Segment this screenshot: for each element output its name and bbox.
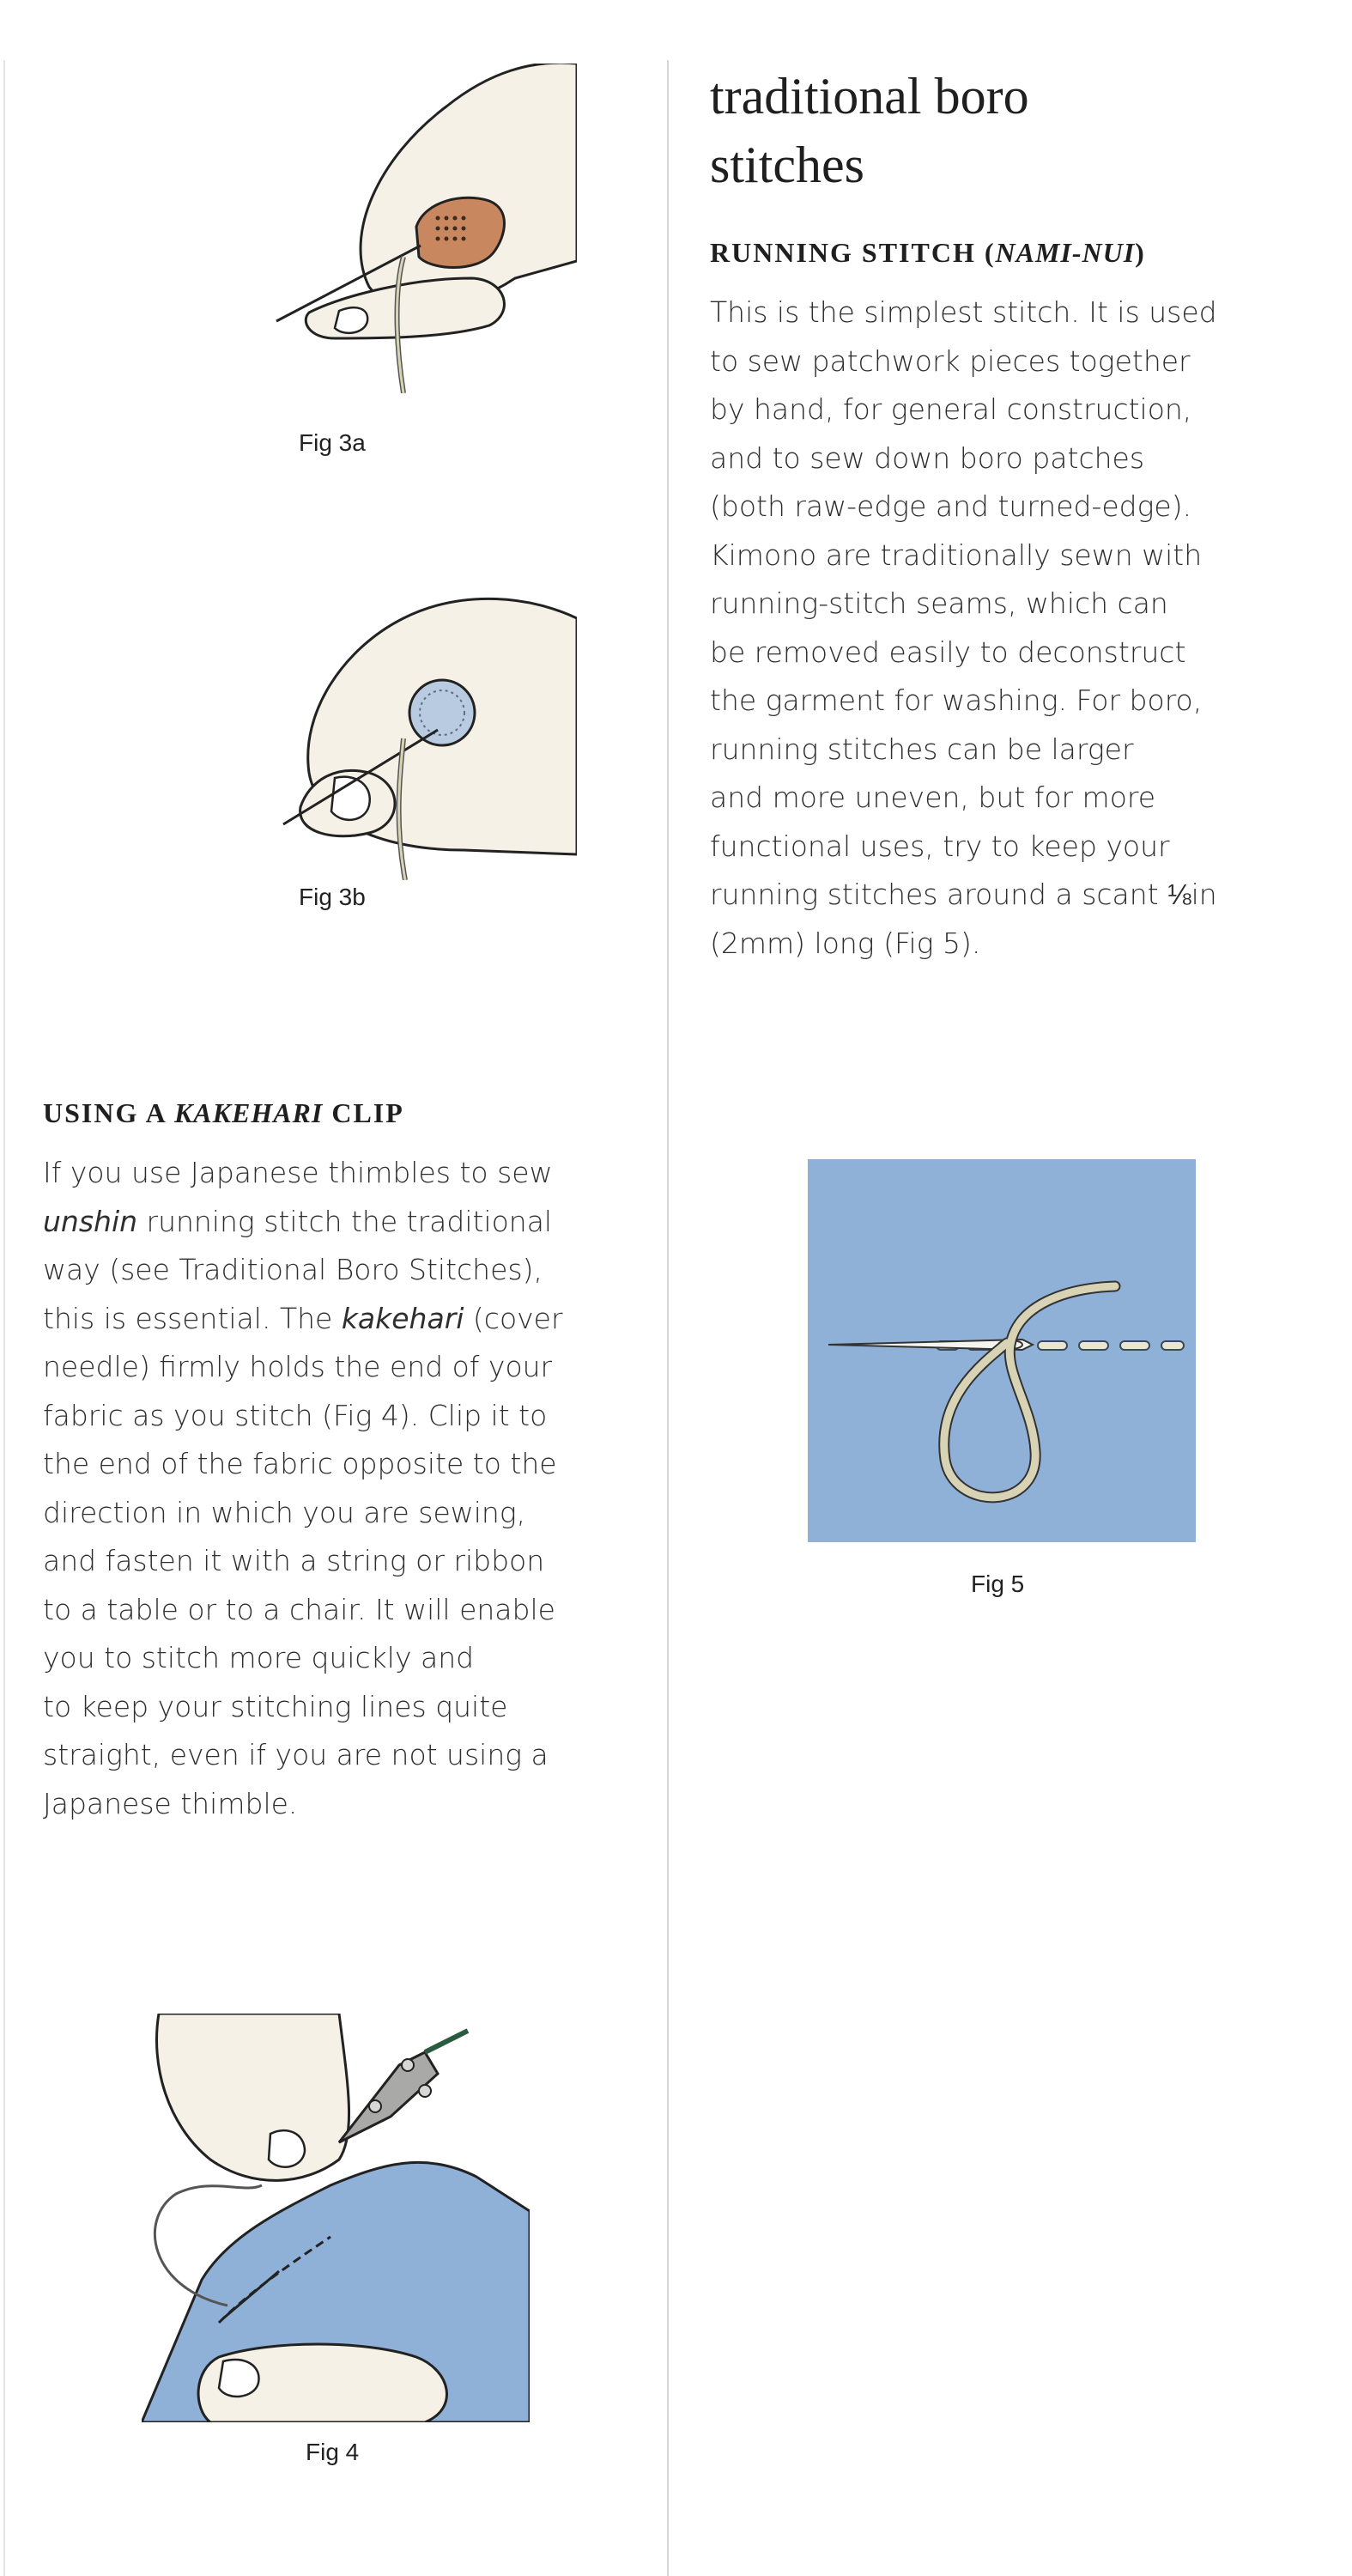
running-stitch-body bbox=[710, 289, 1217, 968]
kakehari-body bbox=[43, 1149, 563, 1828]
body-line: the end of the fabric opposite to the bbox=[43, 1447, 557, 1480]
body-line: functional uses, try to keep your bbox=[710, 829, 1170, 863]
body-line: straight, even if you are not using a bbox=[43, 1738, 549, 1771]
hand-shape bbox=[361, 64, 577, 308]
body-line: by hand, for general construction, bbox=[710, 392, 1192, 426]
running-stitch-subhead: RUNNING STITCH (NAMI-NUI) bbox=[710, 237, 1146, 268]
body-line: running-stitch seams, which can bbox=[710, 586, 1168, 620]
body-line: Kimono are traditionally sewn with bbox=[710, 538, 1203, 572]
body-line: (both raw-edge and turned-edge). bbox=[710, 489, 1192, 523]
fig3b-caption: Fig 3b bbox=[299, 884, 366, 910]
body-line: this is essential. The kakehari (cover bbox=[43, 1301, 563, 1335]
fig3a-thimble-illustration bbox=[275, 64, 577, 393]
body-line: you to stitch more quickly and bbox=[43, 1641, 475, 1674]
thumbnail bbox=[219, 2360, 259, 2397]
body-line: to keep your stitching lines quite bbox=[43, 1689, 508, 1723]
section-heading bbox=[710, 62, 1311, 199]
body-line: running stitches can be larger bbox=[710, 732, 1134, 766]
page-edge-line bbox=[3, 60, 5, 2576]
body-line: to a table or to a chair. It will enable bbox=[43, 1592, 555, 1626]
body-line: running stitches around a scant ⅛in bbox=[710, 878, 1217, 911]
body-line: the garment for washing. For boro, bbox=[710, 683, 1203, 717]
body-line: Japanese thimble. bbox=[43, 1786, 298, 1820]
body-line: fabric as you stitch (Fig 4). Clip it to bbox=[43, 1398, 548, 1432]
heading-line: traditional boro bbox=[710, 68, 1029, 125]
thumbnail bbox=[335, 307, 367, 333]
body-line: and to sew down boro patches bbox=[710, 440, 1145, 475]
fig4-caption: Fig 4 bbox=[306, 2439, 360, 2465]
body-line: and fasten it with a string or ribbon bbox=[43, 1544, 545, 1577]
body-line: be removed easily to deconstruct bbox=[710, 635, 1186, 669]
body-line: needle) firmly holds the end of your bbox=[43, 1350, 553, 1383]
fig3b-thimble-illustration bbox=[275, 592, 577, 880]
body-line: If you use Japanese thimbles to sew bbox=[43, 1156, 553, 1189]
body-line: This is the simplest stitch. It is used bbox=[710, 295, 1217, 329]
heading-line: stitches bbox=[710, 137, 864, 193]
body-line: unshin running stitch the traditional bbox=[43, 1204, 553, 1238]
fig5-caption: Fig 5 bbox=[971, 1571, 1025, 1597]
body-line: and more uneven, but for more bbox=[710, 781, 1156, 814]
fig5-running-stitch-illustration bbox=[808, 1159, 1196, 1542]
body-line: to sew patchwork pieces together bbox=[710, 343, 1191, 378]
fig3a-caption: Fig 3a bbox=[299, 429, 366, 456]
fig4-kakehari-clip-illustration bbox=[142, 2014, 530, 2422]
kakehari-subhead: USING A KAKEHARI CLIP bbox=[43, 1097, 404, 1128]
body-line: direction in which you are sewing, bbox=[43, 1495, 526, 1529]
body-line: way (see Traditional Boro Stitches), bbox=[43, 1253, 543, 1286]
column-divider bbox=[667, 60, 669, 2576]
fingernail bbox=[269, 2130, 305, 2167]
body-line: (2mm) long (Fig 5). bbox=[710, 926, 981, 960]
